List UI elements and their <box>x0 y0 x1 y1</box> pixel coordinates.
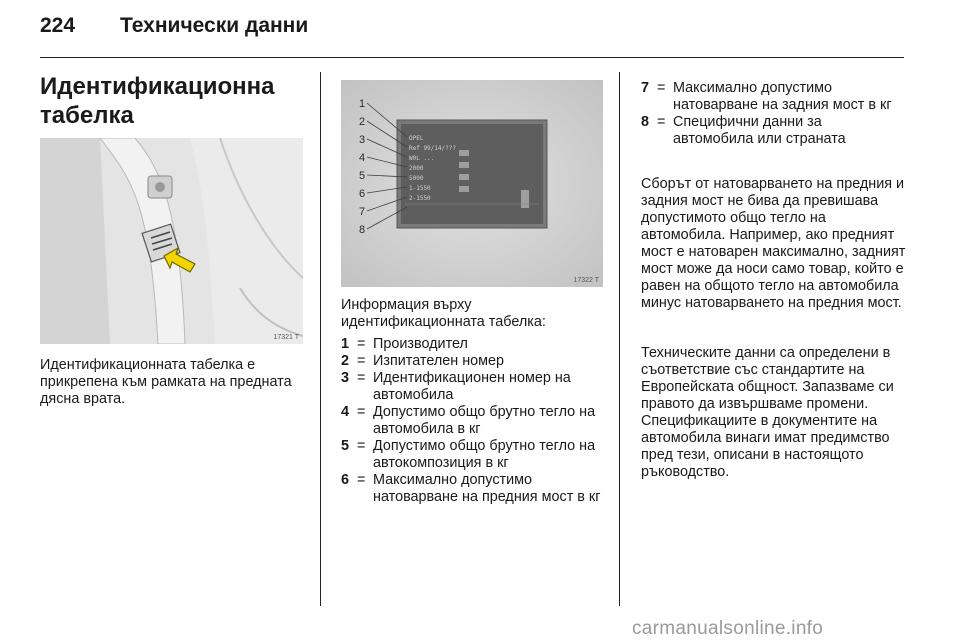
list-item: 1 = Производител <box>341 336 468 352</box>
list-item: 6 = Максимално допустимо натоварване на предния мост в кг <box>341 472 601 505</box>
door-frame-illustration <box>40 138 303 344</box>
list-item: 4 = Допустимо общо брутно тегло на автомобила в кг <box>341 404 596 437</box>
plate-legend-list-b <box>641 80 906 148</box>
column-divider-2 <box>619 72 620 606</box>
callout-2: 2 <box>359 116 366 128</box>
photo-reference-1: 17321 T <box>273 334 299 341</box>
callout-5: 5 <box>359 170 366 182</box>
axle-load-paragraph: Сборът от натоварването на предния и задния мост не бива да превишава допустимото общо тегло на автомобила. Например, ако предният мост е натоварен максимално, задният мост може да носи само товар, който е равен на общото тегло на автомобила минус натоварването на предния мост. <box>641 176 906 311</box>
callout-1: 1 <box>359 98 366 110</box>
plate-line-4: 2000 <box>409 165 424 172</box>
photo-reference-2: 17322 T <box>573 277 599 284</box>
callout-7: 7 <box>359 206 366 218</box>
plate-line-2: Ref 99/14/??? <box>409 145 456 152</box>
door-frame-photo <box>40 138 303 344</box>
plate-line-7: 2-1550 <box>409 195 431 202</box>
list-item: 8 = Специфични данни за автомобила или страната <box>641 114 846 147</box>
plate-line-1: OPEL <box>409 135 424 142</box>
callout-3: 3 <box>359 134 366 146</box>
page-header <box>40 14 308 38</box>
callout-4: 4 <box>359 152 366 164</box>
callout-8: 8 <box>359 224 366 236</box>
chapter-title: Технически данни <box>120 14 309 37</box>
header-rule <box>40 57 904 58</box>
plate-line-3: W0L ... <box>409 155 435 162</box>
list-item: 3 = Идентификационен номер на автомобила <box>341 370 571 403</box>
plate-line-5: 5000 <box>409 175 424 182</box>
watermark: carmanualsonline.info <box>632 618 824 639</box>
plate-line-6: 1-1550 <box>409 185 431 192</box>
callout-6: 6 <box>359 188 366 200</box>
identification-plate-photo <box>341 80 603 287</box>
list-item: 2 = Изпитателен номер <box>341 353 505 369</box>
section-title: Идентификационна табелка <box>40 73 275 129</box>
left-caption: Идентификационната табелка е прикрепена към рамката на предната дясна врата. <box>40 357 292 407</box>
list-item: 5 = Допустимо общо брутно тегло на автокомпозиция в кг <box>341 438 596 471</box>
list-item: 7 = Максимално допустимо натоварване на задния мост в кг <box>641 80 892 113</box>
technical-data-paragraph: Техническите данни са определени в съответствие със стандартите на Европейската общност. Запазваме си правото да извършваме промени. Спецификациите в документите на автомобила винаги имат предимство пред тези, описани в настоящото ръководство. <box>641 345 894 480</box>
plate-info-intro: Информация върху идентификационната табелка: <box>341 297 546 330</box>
page-number: 224 <box>40 14 76 37</box>
plate-legend-list-a <box>341 336 606 506</box>
column-divider-1 <box>320 72 321 606</box>
plate-illustration <box>341 80 603 287</box>
